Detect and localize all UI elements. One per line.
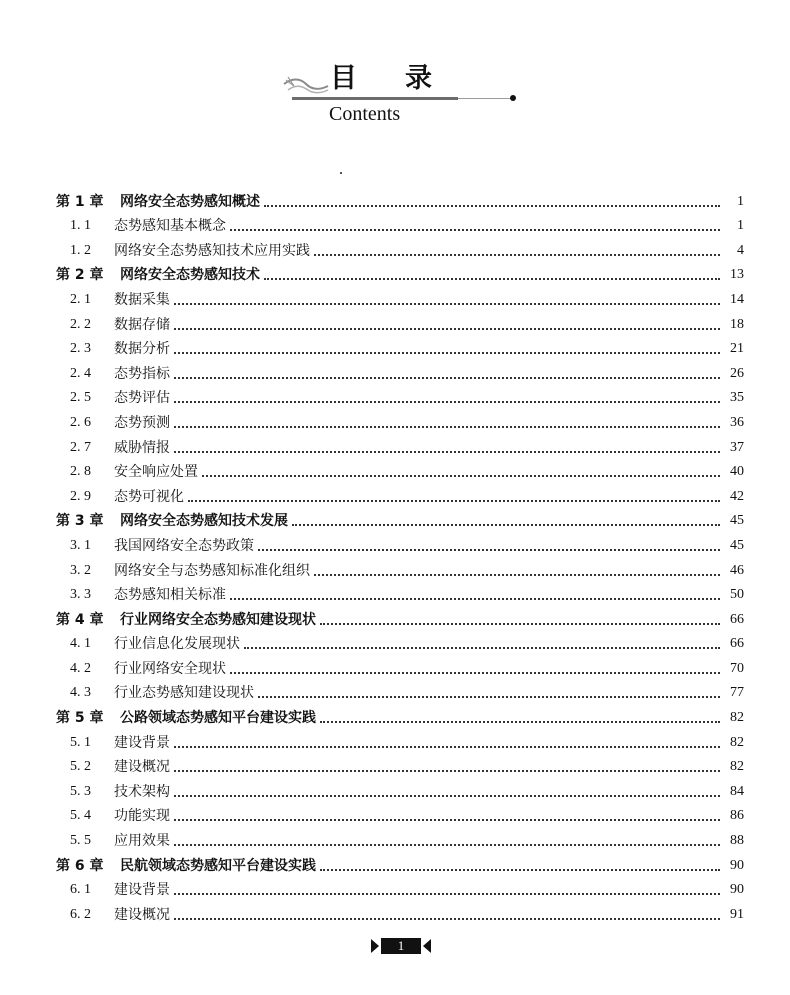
chapter-number: 第 5 章 (56, 710, 104, 727)
chapter-title: 行业网络安全态势感知建设现状 (120, 611, 316, 628)
toc-section-entry[interactable] (56, 752, 744, 777)
section-title: 建设概况 (114, 759, 170, 776)
toc-section-entry[interactable] (56, 555, 744, 580)
dot-leader (292, 524, 720, 526)
toc-page-number: 66 (730, 636, 744, 652)
chapter-number: 第 6 章 (56, 857, 104, 874)
section-title: 态势可视化 (114, 488, 184, 505)
toc-page-number: 45 (730, 513, 744, 529)
toc-page-number: 45 (730, 537, 744, 553)
section-number: 3. 1 (70, 537, 91, 553)
chapter-number: 第 2 章 (56, 267, 104, 284)
dot-leader (202, 475, 720, 477)
section-number: 5. 2 (70, 759, 91, 775)
dot-leader (174, 303, 720, 305)
toc-chapter-entry[interactable] (56, 186, 744, 211)
toc-section-entry[interactable] (56, 457, 744, 482)
dot-leader (174, 426, 720, 428)
toc-chapter-entry[interactable] (56, 506, 744, 531)
section-title: 态势感知相关标准 (114, 587, 226, 604)
section-number: 2. 8 (70, 464, 91, 480)
section-number: 4. 1 (70, 636, 91, 652)
toc-page-number: 1 (737, 218, 744, 234)
dot-leader (174, 352, 720, 354)
toc-section-entry[interactable] (56, 653, 744, 678)
page-subtitle: Contents (329, 103, 401, 125)
chapter-number: 第 3 章 (56, 513, 104, 530)
section-number: 1. 2 (70, 242, 91, 258)
section-number: 2. 7 (70, 439, 91, 455)
title-underline-thin (458, 98, 510, 99)
dot-leader (258, 549, 720, 551)
toc-page-number: 21 (730, 341, 744, 357)
dot-leader (174, 918, 720, 920)
toc-page-number: 88 (730, 833, 744, 849)
toc-section-entry[interactable] (56, 776, 744, 801)
dot-leader (174, 795, 720, 797)
toc-section-entry[interactable] (56, 727, 744, 752)
section-number: 6. 1 (70, 882, 91, 898)
toc-page-number: 90 (730, 857, 744, 873)
section-number: 2. 2 (70, 316, 91, 332)
toc-page-number: 70 (730, 660, 744, 676)
section-title: 建设背景 (114, 734, 170, 751)
toc-section-entry[interactable] (56, 358, 744, 383)
section-number: 3. 2 (70, 562, 91, 578)
section-number: 2. 5 (70, 390, 91, 406)
section-title: 数据存储 (114, 316, 170, 333)
toc-page-number: 86 (730, 808, 744, 824)
toc-chapter-entry[interactable] (56, 702, 744, 727)
triangle-left-icon (423, 939, 431, 953)
toc-page-number: 90 (730, 882, 744, 898)
dot-leader (174, 770, 720, 772)
section-number: 2. 6 (70, 414, 91, 430)
section-number: 4. 2 (70, 660, 91, 676)
section-number: 3. 3 (70, 587, 91, 603)
section-title: 态势预测 (114, 414, 170, 431)
toc-page-number: 14 (730, 291, 744, 307)
toc-page-number: 18 (730, 316, 744, 332)
toc-page-number: 40 (730, 464, 744, 480)
toc-page-number: 4 (737, 242, 744, 258)
toc-section-entry[interactable] (56, 432, 744, 457)
toc-page-number: 82 (730, 759, 744, 775)
toc-section-entry[interactable] (56, 801, 744, 826)
toc-page-number: 91 (730, 906, 744, 922)
section-number: 2. 4 (70, 365, 91, 381)
dot-leader (230, 229, 720, 231)
chapter-title: 网络安全态势感知技术发展 (120, 513, 288, 530)
toc-section-entry[interactable] (56, 284, 744, 309)
section-title: 技术架构 (114, 783, 170, 800)
section-number: 2. 9 (70, 488, 91, 504)
title-underline (292, 97, 458, 100)
chapter-title: 网络安全态势感知概述 (120, 193, 260, 210)
dot-leader (258, 696, 720, 698)
toc-section-entry[interactable] (56, 481, 744, 506)
chapter-title: 网络安全态势感知技术 (120, 267, 260, 284)
dot-leader (230, 598, 720, 600)
dot-leader (264, 205, 720, 207)
toc-section-entry[interactable] (56, 383, 744, 408)
dot-leader (174, 893, 720, 895)
toc-page-number: 50 (730, 587, 744, 603)
dot-leader (174, 401, 720, 403)
page-title: 目录 (330, 63, 480, 94)
toc-page-number: 1 (737, 193, 744, 209)
toc-section-entry[interactable] (56, 530, 744, 555)
dot-leader (174, 819, 720, 821)
toc-page-number: 82 (730, 734, 744, 750)
section-number: 2. 1 (70, 291, 91, 307)
section-title: 态势指标 (114, 365, 170, 382)
toc-section-entry[interactable] (56, 407, 744, 432)
toc-section-entry[interactable] (56, 678, 744, 703)
toc-chapter-entry[interactable] (56, 604, 744, 629)
section-title: 建设背景 (114, 882, 170, 899)
toc-section-entry[interactable] (56, 309, 744, 334)
dot-leader (244, 647, 720, 649)
section-number: 2. 3 (70, 341, 91, 357)
toc-section-entry[interactable] (56, 334, 744, 359)
toc-section-entry[interactable] (56, 899, 744, 924)
section-title: 网络安全态势感知技术应用实践 (114, 242, 310, 259)
section-number: 4. 3 (70, 685, 91, 701)
section-title: 数据采集 (114, 291, 170, 308)
table-of-contents (56, 186, 744, 924)
toc-page-number: 13 (730, 267, 744, 283)
section-number: 5. 1 (70, 734, 91, 750)
section-title: 行业态势感知建设现状 (114, 685, 254, 702)
dot-leader (320, 623, 720, 625)
chapter-number: 第 4 章 (56, 611, 104, 628)
toc-page-number: 42 (730, 488, 744, 504)
dot-leader (314, 574, 720, 576)
toc-section-entry[interactable] (56, 211, 744, 236)
dot-leader (174, 377, 720, 379)
toc-page-number: 84 (730, 783, 744, 799)
toc-section-entry[interactable] (56, 235, 744, 260)
dot-leader (314, 254, 720, 256)
toc-page-number: 46 (730, 562, 744, 578)
section-title: 建设概况 (114, 906, 170, 923)
section-title: 数据分析 (114, 341, 170, 358)
toc-page-number: 37 (730, 439, 744, 455)
chapter-title: 民航领域态势感知平台建设实践 (120, 857, 316, 874)
toc-page-number: 35 (730, 390, 744, 406)
page-number: 1 (381, 938, 421, 954)
toc-page-number: 26 (730, 365, 744, 381)
section-number: 5. 5 (70, 833, 91, 849)
section-title: 态势评估 (114, 390, 170, 407)
toc-section-entry[interactable] (56, 580, 744, 605)
toc-section-entry[interactable] (56, 629, 744, 654)
section-title: 我国网络安全态势政策 (114, 537, 254, 554)
page-footer (0, 936, 790, 958)
chapter-title: 公路领域态势感知平台建设实践 (120, 710, 316, 727)
title-rule-dot (510, 95, 516, 101)
dot-leader (174, 844, 720, 846)
dot-leader (174, 451, 720, 453)
section-title: 功能实现 (114, 808, 170, 825)
dot-leader (174, 328, 720, 330)
section-title: 安全响应处置 (114, 464, 198, 481)
dot-leader (188, 500, 720, 502)
dot-leader (230, 672, 720, 674)
dot-leader (174, 746, 720, 748)
toc-page-number: 77 (730, 685, 744, 701)
triangle-right-icon (371, 939, 379, 953)
toc-page-number: 36 (730, 414, 744, 430)
section-title: 行业信息化发展现状 (114, 636, 240, 653)
toc-page-number: 66 (730, 611, 744, 627)
section-title: 威胁情报 (114, 439, 170, 456)
chapter-number: 第 1 章 (56, 193, 104, 210)
toc-chapter-entry[interactable] (56, 850, 744, 875)
section-number: 6. 2 (70, 906, 91, 922)
dot-leader (320, 721, 720, 723)
dot-leader (264, 278, 720, 280)
section-number: 5. 4 (70, 808, 91, 824)
toc-section-entry[interactable] (56, 825, 744, 850)
dot-leader (320, 869, 720, 871)
toc-page-number: 82 (730, 710, 744, 726)
section-number: 5. 3 (70, 783, 91, 799)
print-speck (340, 172, 342, 174)
section-title: 应用效果 (114, 833, 170, 850)
section-title: 态势感知基本概念 (114, 218, 226, 235)
section-number: 1. 1 (70, 218, 91, 234)
section-title: 网络安全与态势感知标准化组织 (114, 562, 310, 579)
toc-section-entry[interactable] (56, 875, 744, 900)
toc-header (0, 0, 790, 140)
section-title: 行业网络安全现状 (114, 660, 226, 677)
toc-chapter-entry[interactable] (56, 260, 744, 285)
